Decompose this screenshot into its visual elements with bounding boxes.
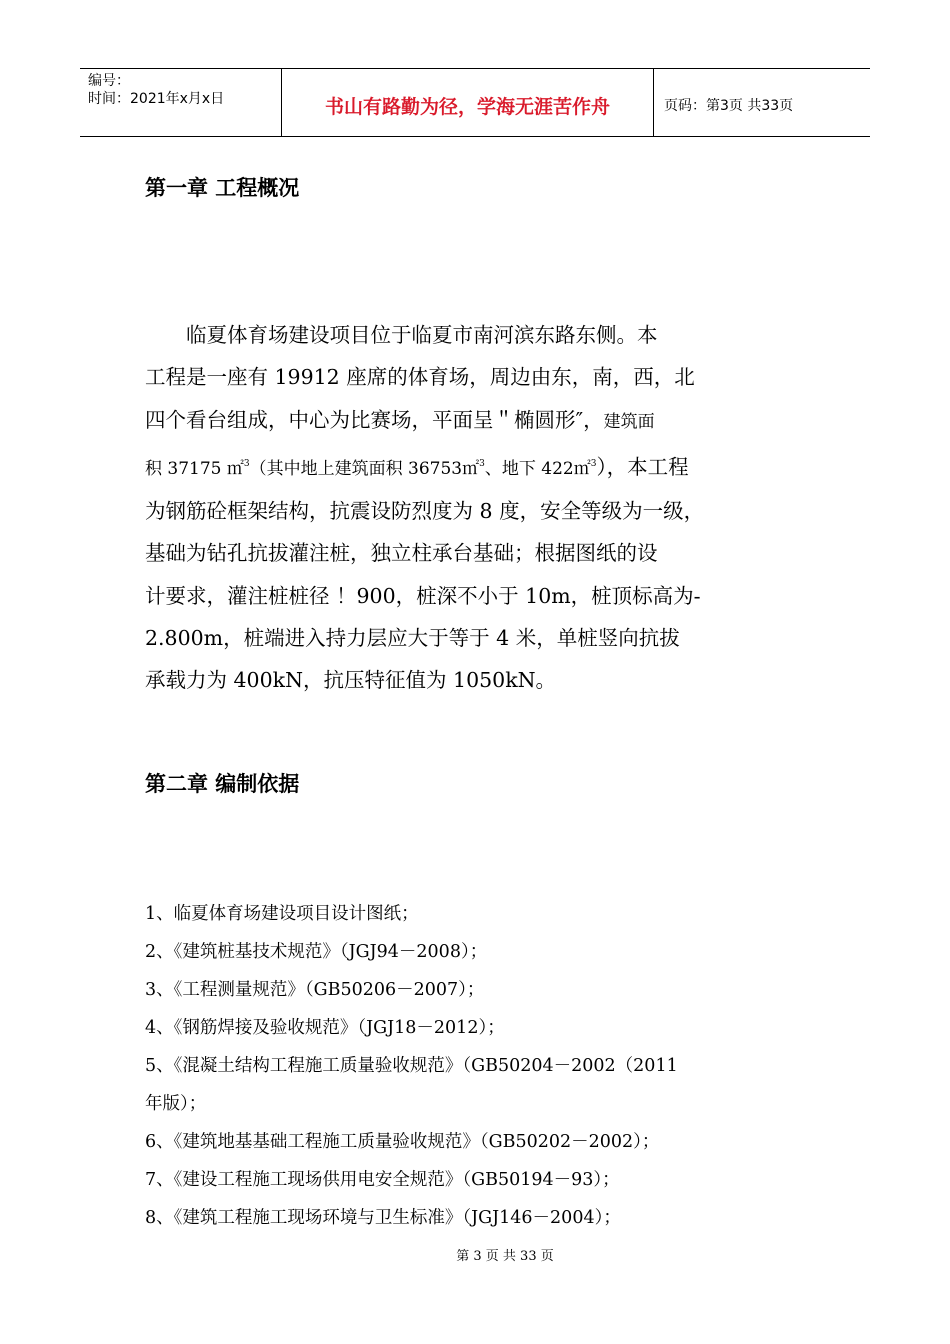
list-item: 4、《钢筋焊接及验收规范》（JGJ18－2012）； (145, 1018, 505, 1038)
chapter-1-paragraph (145, 314, 825, 702)
page-footer: 第 3 页 共 33 页 (456, 1249, 554, 1264)
header-page-info: 页码：第3页 共33页 (664, 97, 794, 114)
list-item: 3、《工程测量规范》（GB50206－2007）； (145, 980, 485, 1000)
list-item: 8、《建筑工程施工现场环境与卫生标准》（JGJ146－2004）； (145, 1208, 621, 1228)
list-item: 5、《混凝土结构工程施工质量验收规范》（GB50204－2002（2011 (145, 1056, 678, 1076)
chapter-1-title: 第一章 工程概况 (145, 176, 300, 200)
list-item: 6、《建筑地基基础工程施工质量验收规范》（GB50202－2002）； (145, 1132, 660, 1152)
paragraph-line: 积 37175 ㎡$^3$（其中地上建筑面积 36753㎡$^3$、地下 422㎡$^3$），本工程 (145, 454, 689, 479)
header-motto: 书山有路勤为径，学海无涯苦作舟 (282, 69, 654, 136)
paragraph-line: 承载力为 400kN，抗压特征值为 1050kN。 (145, 668, 557, 693)
list-item: 7、《建设工程施工现场供用电安全规范》（GB50194－93）； (145, 1170, 620, 1190)
paragraph-line: 计要求，灌注桩桩径 ！900，桩深不小于 10m，桩顶标高为- (145, 583, 701, 608)
paragraph-line: 临夏体育场建设项目位于临夏市南河滨东路东侧。本 (145, 323, 658, 347)
reference-list (145, 895, 825, 1237)
list-item: 2、《建筑桩基技术规范》（JGJ94－2008）； (145, 942, 488, 962)
list-item: 年版）； (145, 1094, 207, 1114)
paragraph-line: 为钢筋砼框架结构，抗震设防烈度为 8 度，安全等级为一级， (145, 499, 705, 524)
paragraph-line: 2.800m，桩端进入持力层应大于等于 4 米，单桩竖向抗拔 (145, 626, 680, 651)
document-number-label: 编号： (88, 73, 130, 89)
page-header (80, 68, 870, 137)
list-item: 1、临夏体育场建设项目设计图纸； (145, 904, 419, 924)
paragraph-line: 工程是一座有 19912 座席的体育场，周边由东，南，西，北 (145, 365, 695, 390)
chapter-2-title: 第二章 编制依据 (145, 772, 300, 796)
paragraph-line: 基础为钻孔抗拔灌注桩，独立柱承台基础；根据图纸的设 (145, 541, 658, 566)
paragraph-line: 四个看台组成，中心为比赛场，平面呈＂椭圆形″，建筑面 (145, 407, 655, 432)
header-meta (80, 69, 282, 136)
document-date: 时间：2021年x月x日 (88, 91, 225, 107)
